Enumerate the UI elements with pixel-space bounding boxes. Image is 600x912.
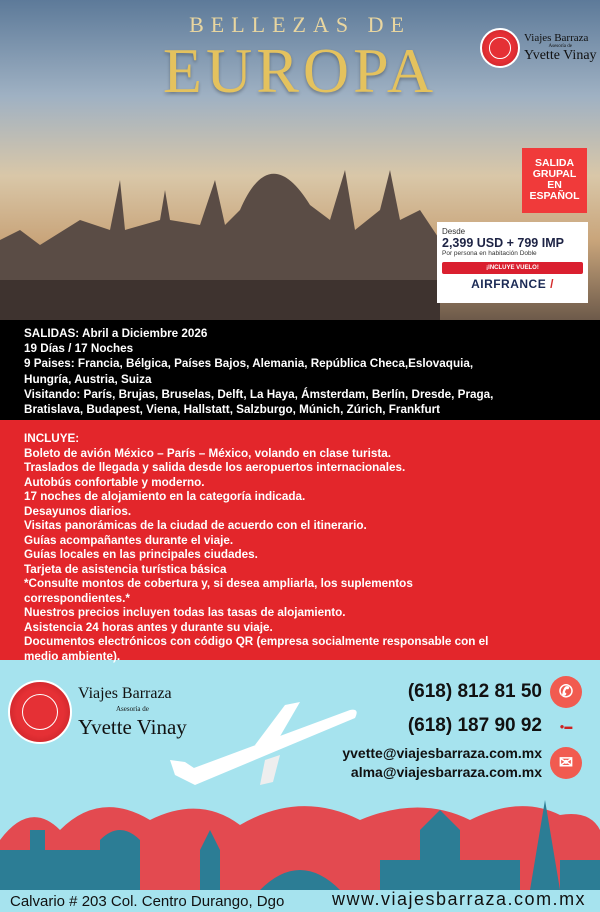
phone-1-text[interactable]: (618) 812 81 50: [407, 681, 542, 702]
badge-line: GRUPAL: [532, 168, 577, 180]
price-value: 2,399 USD + 799 IMP: [442, 236, 564, 250]
price-note: Por persona en habitación Doble: [442, 250, 537, 257]
hero-banner: [0, 0, 600, 320]
city-skyline-image: [0, 790, 600, 890]
badge-line: EN: [547, 179, 562, 191]
logo-name: Viajes Barraza: [524, 32, 589, 44]
logo-name: Viajes Barraza: [78, 685, 172, 702]
include-item: Traslados de llegada y salida desde los aeropuertos internacionales.: [24, 461, 406, 474]
airline-logo: AIRFRANCE /: [471, 277, 554, 291]
trip-line: SALIDAS: Abril a Diciembre 2026: [24, 327, 208, 340]
include-item: Boleto de avión México – París – México, volando en clase turista.: [24, 446, 391, 460]
trip-line: 19 Días / 17 Noches: [24, 342, 134, 356]
trip-line: Visitando: París, Brujas, Bruselas, Delft, La Haya, Ámsterdam, Berlín, Dresde, Praga,: [24, 387, 494, 401]
include-item: Asistencia 24 horas antes y durante su viaje.: [24, 620, 273, 634]
include-item: Documentos electrónicos con código QR (empresa socialmente responsable con el: [24, 635, 489, 648]
phone-1[interactable]: [408, 676, 582, 708]
hero-subtitle: BELLEZAS DE: [189, 12, 411, 37]
parliament-building-image: [0, 150, 440, 320]
trip-line: Hungría, Austria, Suiza: [24, 372, 152, 386]
globe-icon: [8, 680, 72, 744]
price-from: Desde: [442, 227, 466, 236]
logo-agent: Yvette Vinay: [524, 48, 597, 63]
price-card: [437, 222, 588, 303]
badge-line: ESPAÑOL: [529, 190, 580, 202]
logo-tagline: Asesoría de: [115, 705, 149, 713]
globe-icon: [480, 28, 520, 68]
include-item: 17 noches de alojamiento en la categoría indicada.: [24, 490, 306, 503]
hero-title: EUROPA: [162, 35, 438, 106]
include-item: Guías locales en las principales ciudades.: [24, 548, 258, 561]
logo-agent: Yvette Vinay: [78, 715, 187, 739]
group-departure-badge: [522, 148, 587, 213]
include-item: correspondientes.*: [24, 591, 130, 605]
include-item: Desayunos diarios.: [24, 504, 132, 518]
airplane-image: [165, 690, 365, 790]
include-item: Visitas panorámicas de la ciudad de acuerdo con el itinerario.: [24, 519, 367, 532]
include-item: Guías acompañantes durante el viaje.: [24, 533, 234, 547]
badge-line: SALIDA: [534, 157, 575, 169]
email-1[interactable]: yvette@viajesbarraza.com.mx: [342, 745, 542, 761]
phone-2-text[interactable]: (618) 187 90 92: [407, 715, 542, 736]
trip-details: [0, 320, 600, 420]
emails: [342, 744, 582, 782]
trip-line: 9 Paises: Francia, Bélgica, Países Bajos, Alemania, República Checa,Eslovaquia,: [24, 357, 474, 371]
agency-logo-large: [8, 680, 187, 744]
agency-logo: [480, 28, 597, 68]
include-item: Tarjeta de asistencia turística básica: [24, 562, 227, 576]
includes-heading: INCLUYE:: [24, 432, 80, 445]
includes-section: [0, 420, 600, 663]
small-logo-icon: ●▬: [559, 721, 573, 731]
include-item: Autobús confortable y moderno.: [24, 475, 205, 489]
include-item: medio ambiente).: [24, 649, 121, 663]
email-2[interactable]: alma@viajesbarraza.com.mx: [350, 764, 542, 780]
phone-icon: ✆: [550, 676, 582, 708]
logo-tagline: Asesoría de: [548, 44, 572, 49]
includes-flight-button[interactable]: ¡INCLUYE VUELO!: [442, 262, 583, 274]
include-item: Nuestros precios incluyen todas las tasas de alojamiento.: [24, 606, 346, 619]
phone-2[interactable]: [408, 715, 582, 737]
trip-line: Bratislava, Budapest, Viena, Hallstatt, Salzburgo, Múnich, Zúrich, Frankfurt: [24, 403, 441, 417]
include-item: *Consulte montos de cobertura y, si desea ampliarla, los suplementos: [24, 577, 413, 590]
address: Calvario # 203 Col. Centro Durango, Dgo: [10, 893, 285, 910]
mail-icon: ✉: [550, 747, 582, 779]
website-link[interactable]: www.viajesbarraza.com.mx: [332, 889, 587, 909]
